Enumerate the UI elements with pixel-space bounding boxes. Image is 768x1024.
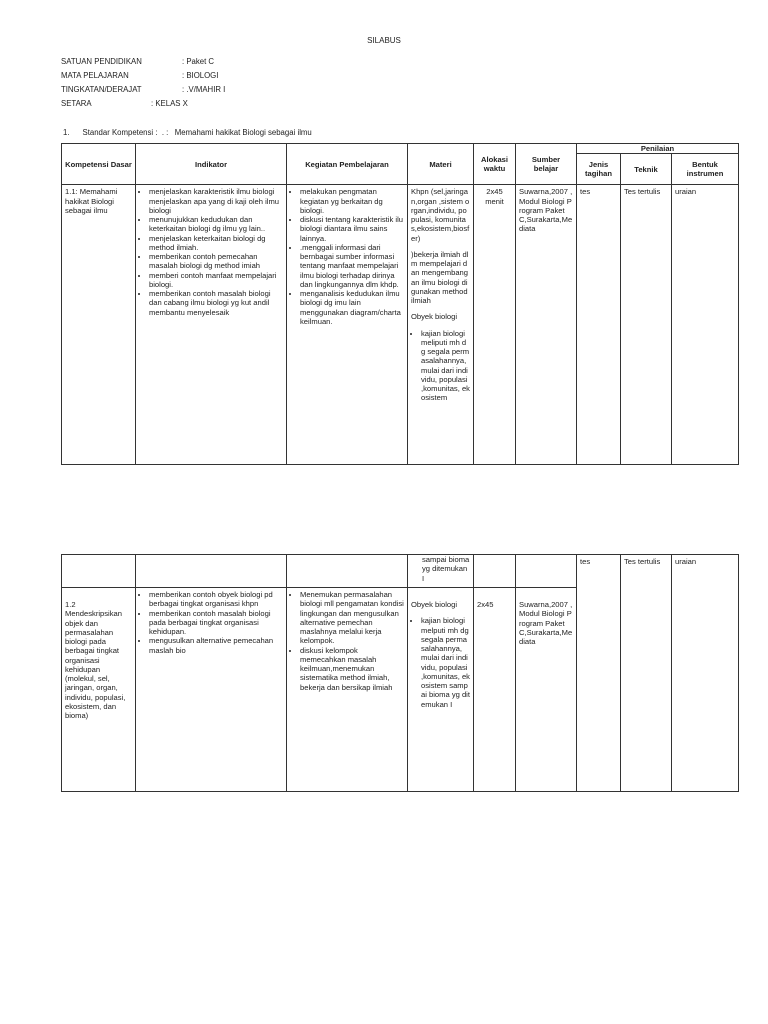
list-item: • menganalisis kedudukan ilmu biologi dg imu lain menggunakan diagram/charta keilmuan. <box>300 289 404 326</box>
table-row <box>62 185 739 465</box>
jenis-cell: tes <box>577 185 621 465</box>
header-value-setara: : KELAS X <box>151 99 188 108</box>
indikator-list <box>139 590 283 655</box>
alokasi-cell: 2x45 menit <box>474 185 516 465</box>
list-item: • memberi contoh manfaat mempelajari biologi. <box>149 271 283 290</box>
list-item: • diskusi tentang karakteristik ilu biologi diantara ilmu sains lainnya. <box>300 215 404 243</box>
header-value-tingkatan: : .V/MAHIR I <box>182 85 226 94</box>
indikator-cell <box>136 185 287 465</box>
bentuk-cell: uraian <box>672 555 739 792</box>
list-item: • menjelaskan keterkaitan biologi dg method ilmiah. <box>149 234 283 253</box>
header-label-satuan: SATUAN PENDIDIKAN <box>61 57 142 66</box>
list-item: • Menemukan permasalahan biologi mll pengamatan kondisi lingkungan dan mengusulkan alternative pemechan maslahnya melalui kerja kelompok. <box>300 590 404 646</box>
indikator-list <box>139 187 283 317</box>
header-materi: Materi <box>408 144 474 185</box>
teknik-cell: Tes tertulis <box>621 185 672 465</box>
list-item: • memberikan contoh obyek biologi pd berbagai tingkat organisasi khpn <box>149 590 283 609</box>
header-value-mapel: : BIOLOGI <box>182 71 219 80</box>
sumber-cell <box>516 555 577 588</box>
list-item: • kajian biologi meliputi mh dg segala permasalahannya, mulai dari individu, populasi ,komunitas, ekosistem <box>421 329 470 403</box>
materi-cell <box>408 185 474 465</box>
alokasi-cell <box>474 555 516 588</box>
standar-kompetensi: 1. Standar Kompetensi : . : Memahami hakikat Biologi sebagai ilmu <box>63 128 312 137</box>
header-label-setara: SETARA <box>61 99 92 108</box>
materi-text: )bekerja ilmiah dlm mempelajari dan mengembangan ilmu biologi digunakan method ilmiah <box>411 249 469 305</box>
list-item: • memberikan contoh masalah biologi pada berbagai tingkat organisasi kehidupan. <box>149 609 283 637</box>
kompetensi-cell <box>62 555 136 588</box>
materi-text: Obyek biologi <box>411 600 458 609</box>
header-indikator: Indikator <box>136 144 287 185</box>
header-bentuk: Bentuk instrumen <box>672 154 739 185</box>
header-label-tingkatan: TINGKATAN/DERAJAT <box>61 85 142 94</box>
header-sumber: Sumber belajar <box>516 144 577 185</box>
document-title: SILABUS <box>367 36 401 45</box>
header-jenis: Jenis tagihan <box>577 154 621 185</box>
kegiatan-cell <box>287 185 408 465</box>
materi-list <box>411 616 470 709</box>
kegiatan-list <box>290 590 404 692</box>
materi-text: Khpn (sel,jaringan,organ ,sistem organ,individu, populasi, komunitas,ekosistem,biosfer) <box>411 187 470 243</box>
header-kegiatan: Kegiatan Pembelajaran <box>287 144 408 185</box>
materi-text: Obyek biologi <box>411 312 458 322</box>
indikator-cell <box>136 588 287 792</box>
materi-cell: sampai bioma yg ditemukan I <box>408 555 474 588</box>
kompetensi-cell: 1.2 Mendeskripsikan objek dan permasalahan biologi pada berbagai tingkat organisasi kehidupan (molekul, sel, jaringan, organ, individu, populasi, ekosistem, dan bioma) <box>62 588 136 792</box>
indikator-cell <box>136 555 287 588</box>
list-item: • melakukan pengmatan kegiatan yg berkaitan dg biologi. <box>300 187 404 215</box>
materi-list <box>411 329 470 403</box>
header-value-satuan: : Paket C <box>182 57 215 66</box>
teknik-cell: Tes tertulis <box>621 555 672 792</box>
kegiatan-cell <box>287 588 408 792</box>
list-item: • memberikan contoh pemecahan masalah biologi dg method imiah <box>149 252 283 271</box>
kompetensi-cell: 1.1: Memahami hakikat Biologi sebagai ilmu <box>62 185 136 465</box>
list-item: • menjelaskan karakteristik ilmu biologi menjelaskan apa yang di kaji oleh ilmu biologi <box>149 187 283 215</box>
list-item: • mengusulkan alternative pemecahan maslah bio <box>149 636 283 655</box>
alokasi-cell: 2x45 <box>474 588 516 792</box>
kegiatan-list <box>290 187 404 326</box>
jenis-cell: tes <box>577 555 621 792</box>
bentuk-cell: uraian <box>672 185 739 465</box>
table-row <box>62 555 739 588</box>
kegiatan-cell <box>287 555 408 588</box>
list-item: • menunujukkan kedudukan dan keterkaitan biologi dg ilmu yg lain.. <box>149 215 283 234</box>
silabus-table-1 <box>61 143 739 465</box>
silabus-table-2 <box>61 554 739 792</box>
header-label-mapel: MATA PELAJARAN <box>61 71 129 80</box>
materi-cell <box>408 588 474 792</box>
header-teknik: Teknik <box>621 154 672 185</box>
header-kompetensi-dasar: Kompetensi Dasar <box>62 144 136 185</box>
sumber-cell: Suwarna,2007 ,Modul Biologi Program Paket C,Surakarta,Mediata <box>516 185 577 465</box>
list-item: • .menggali informasi dari bernbagai sumber informasi tentang manfaat mempelajari ilmu biologi terhadap dirinya dan lingkungannya dlm khdp. <box>300 243 404 289</box>
sumber-cell: Suwarna,2007 ,Modul Biologi Program Paket C,Surakarta,Mediata <box>516 588 577 792</box>
header-alokasi: Alokasi waktu <box>474 144 516 185</box>
list-item: • memberikan contoh masalah biologi dan cabang ilmu biologi yg kut andil membantu menyelesaik <box>149 289 283 317</box>
list-item: • kajian biologi melputi mh dg segala permasalahannya, mulai dari individu, populasi ,komunitas, ekosistem sampai bioma yg ditemukan I <box>421 616 470 709</box>
list-item: • diskusi kelompok memecahkan masalah keilmuan,menemukan sistematika method ilmiah, bekerja dan bersikap ilmiah <box>300 646 404 692</box>
header-penilaian: Penilaian <box>577 144 739 154</box>
